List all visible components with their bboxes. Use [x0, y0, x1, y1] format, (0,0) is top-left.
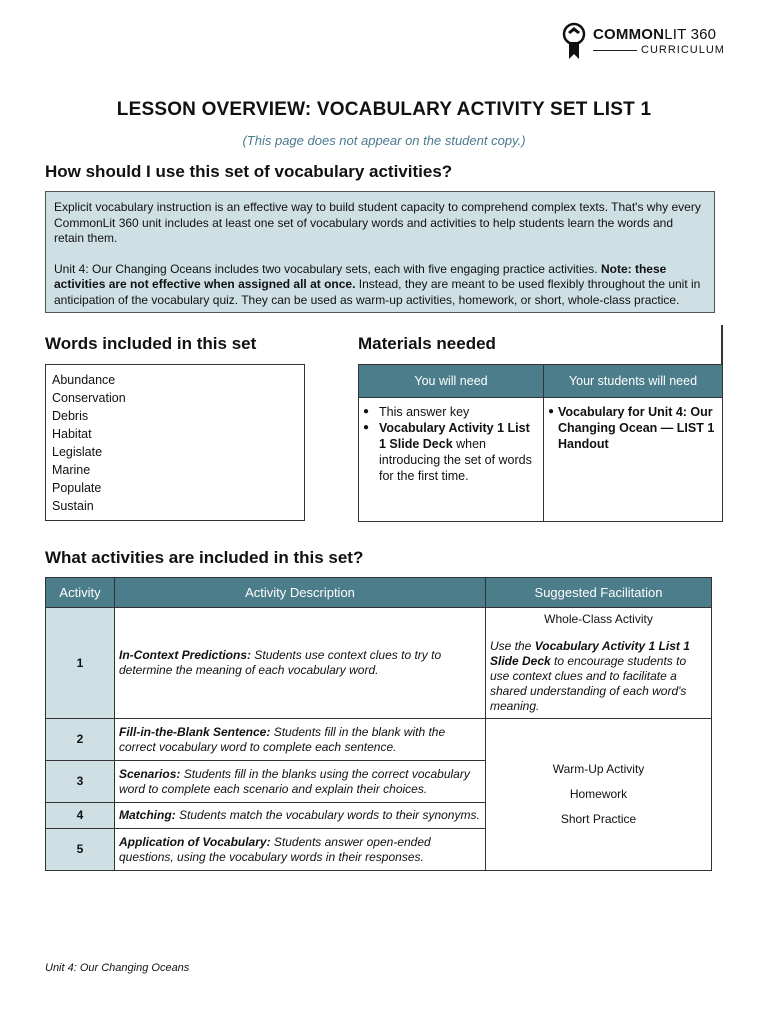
bullet-icon: ● [363, 422, 370, 433]
page-footer: Unit 4: Our Changing Oceans [45, 962, 190, 974]
list-item: ● Vocabulary for Unit 4: Our Changing Ocean — LIST 1 Handout [548, 405, 715, 451]
materials-table [358, 364, 723, 522]
word-item: Legislate [52, 445, 103, 459]
table-row [46, 608, 712, 719]
word-item: Debris [52, 409, 89, 423]
facilitation-options: Warm-Up Activity Homework Short Practice [486, 719, 712, 871]
word-item: Habitat [52, 427, 92, 441]
col-activity: Activity [46, 578, 115, 608]
brand-name: COMMONLIT 360 [593, 26, 717, 43]
activity-number: 2 [46, 719, 115, 761]
activity-description: In-Context Predictions: Students use context clues to try to determine the meaning of each vocabulary word. [115, 608, 486, 719]
materials-col-teacher: You will need [359, 365, 544, 398]
activity-description: Scenarios: Students fill in the blanks using the correct vocabulary word to complete each scenario and explain their choices. [115, 761, 486, 803]
usage-heading: How should I use this set of vocabulary activities? [45, 162, 453, 181]
word-item: Abundance [52, 373, 116, 387]
materials-heading: Materials needed [358, 334, 496, 353]
word-item: Conservation [52, 391, 126, 405]
activity-number: 3 [46, 761, 115, 803]
words-heading: Words included in this set [45, 334, 257, 353]
brand-sub: CURRICULUM [641, 44, 725, 56]
word-item: Sustain [52, 499, 94, 513]
page-subtitle: (This page does not appear on the student copy.) [242, 133, 526, 148]
list-item: ● This answer key [363, 405, 470, 419]
bullet-icon: ● [363, 406, 370, 417]
brand-divider [593, 50, 637, 51]
words-list [45, 364, 305, 521]
usage-paragraph-2: Unit 4: Our Changing Oceans includes two vocabulary sets, each with five engaging practice activities. Note: these activities are not effective when assigned all at once. Instead, they are meant to be used flexibly throughout the unit in anticipation of the vocabulary quiz. They can be used as warm-up activities, homework, or short, whole-class practice. [54, 261, 701, 307]
bullet-icon: ● [548, 406, 555, 417]
activities-heading: What activities are included in this set? [45, 548, 364, 567]
word-item: Marine [52, 463, 91, 477]
activity-description: Matching: Students match the vocabulary words to their synonyms. [115, 803, 486, 829]
activity-number: 1 [46, 608, 115, 719]
page-title: LESSON OVERVIEW: VOCABULARY ACTIVITY SET LIST 1 [116, 99, 652, 120]
table-row [46, 719, 712, 761]
lighthouse-logo-icon [561, 22, 587, 60]
activity-number: 4 [46, 803, 115, 829]
materials-col-students: Your students will need [544, 365, 723, 398]
commonlit-logo [561, 22, 731, 62]
activity-description: Application of Vocabulary: Students answer open-ended questions, using the vocabulary words in their responses. [115, 829, 486, 871]
facilitation-whole-class: Whole-Class Activity Use the Vocabulary Activity 1 List 1 Slide Deck to encourage students to use context clues and to facilitate a shared understanding of each word's meaning. [486, 608, 712, 719]
student-materials [544, 398, 723, 522]
list-item: ● Vocabulary Activity 1 List 1 Slide Deck when introducing the set of words for the first time. [363, 421, 532, 483]
word-item: Populate [52, 481, 102, 495]
materials-divider [721, 325, 723, 365]
activities-table [45, 577, 712, 871]
activity-number: 5 [46, 829, 115, 871]
activity-description: Fill-in-the-Blank Sentence: Students fill in the blank with the correct vocabulary word to complete each sentence. [115, 719, 486, 761]
usage-paragraph-1: Explicit vocabulary instruction is an effective way to build student capacity to comprehend complex texts. That's why every CommonLit 360 unit includes at least one set of vocabulary words and activities to help students learn the words and retain them. [54, 200, 701, 245]
col-description: Activity Description [115, 578, 486, 608]
teacher-materials [359, 398, 544, 522]
col-facilitation: Suggested Facilitation [486, 578, 712, 608]
usage-box [45, 191, 715, 313]
